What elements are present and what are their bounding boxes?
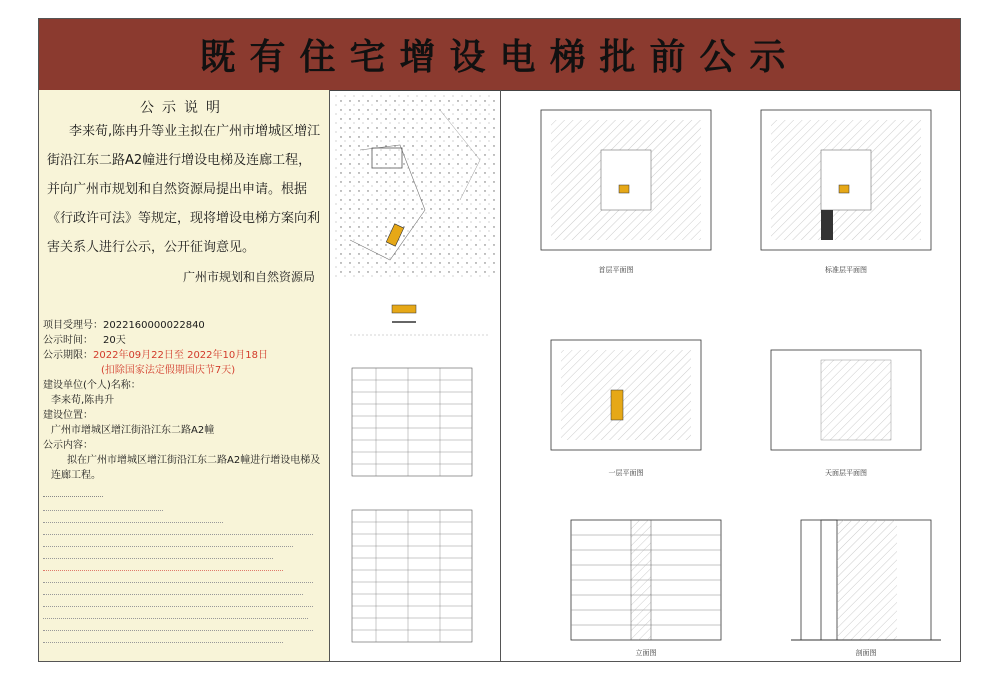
drawing-elevation [571, 520, 721, 657]
title-banner [39, 19, 960, 91]
applicant-label: 建设单位(个人)名称： [43, 380, 141, 391]
site-plan [334, 95, 497, 280]
notice-heading: 公示说明 [140, 100, 228, 116]
period-label: 公示期限： [43, 350, 93, 361]
site-plan-svg [330, 90, 501, 661]
page-title: 既有住宅增设电梯批前公示 [199, 37, 800, 78]
drawing-roof-floor [771, 350, 921, 477]
data-table-2 [352, 510, 472, 642]
drawing-standard-floor [761, 110, 931, 274]
content: 拟在广州市增城区增江街沿江东二路A2幢进行增设电梯及连廊工程。 [51, 455, 321, 481]
period: 2022年09月22日至 2022年10月18日 [93, 350, 268, 361]
drawing-label-2: 标准层平面图 [825, 266, 867, 274]
applicant: 李来荀,陈冉升 [51, 395, 115, 406]
site-plan-column [330, 90, 501, 661]
drawing-first-floor [551, 340, 701, 477]
drawing-label-3: 一层平面图 [608, 469, 644, 477]
project-info [43, 318, 325, 483]
drawing-label-6: 剖面图 [855, 649, 877, 657]
drawing-label-4: 天面层平面图 [825, 469, 867, 477]
project-no-label: 项目受理号： [43, 320, 103, 331]
drawing-label-1: 首层平面图 [598, 266, 634, 274]
notice-board [38, 18, 961, 662]
drawings-panel [501, 90, 960, 661]
drawing-ground-floor [541, 110, 711, 274]
duration-label: 公示时间： [43, 335, 93, 346]
drawing-label-5: 立面图 [635, 649, 657, 657]
drawings-svg [501, 90, 960, 661]
drawing-section [791, 520, 941, 657]
data-table-1 [352, 368, 472, 476]
location: 广州市增城区增江街沿江东二路A2幢 [51, 425, 215, 436]
site-legend [350, 305, 490, 335]
notice-org: 广州市规划和自然资源局 [182, 270, 315, 284]
content-label: 公示内容： [43, 440, 93, 451]
notice-panel [39, 90, 330, 661]
notice-body: 李来荀,陈冉升等业主拟在广州市增城区增江街沿江东二路A2幢进行增设电梯及连廊工程，并向广州市规划和自然资源局提出申请。根据《行政许可法》等规定，现将增设电梯方案向利害关系人进行公示，公开征询意见。 [47, 124, 321, 255]
project-no: 2022160000022840 [103, 320, 205, 331]
period-note: (扣除国家法定假期国庆节7天) [101, 365, 236, 376]
notes-block [43, 490, 325, 640]
location-label: 建设位置： [43, 410, 93, 421]
duration: 20天 [103, 335, 126, 346]
